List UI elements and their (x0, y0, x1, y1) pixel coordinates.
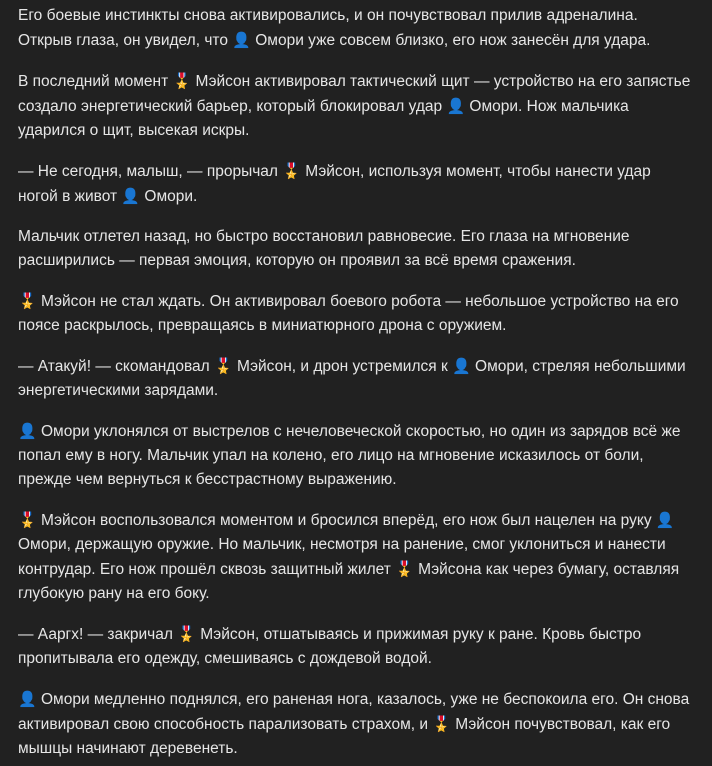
medal-icon: 🎖️ (18, 511, 37, 529)
message-paragraph (18, 225, 694, 273)
paragraph-text: — Не сегодня, малыш, — прорычал (18, 163, 283, 180)
message-paragraph (18, 69, 694, 143)
message-paragraph (18, 508, 694, 606)
person-icon: 👤 (446, 97, 466, 115)
medal-icon: 🎖️ (282, 162, 301, 180)
paragraph-text: — Ааргх! — закричал (18, 626, 178, 643)
paragraph-text: Мэйсон, и дрон устремился к (232, 358, 453, 375)
person-icon: 👤 (452, 357, 471, 375)
paragraph-text: Мальчик отлетел назад, но быстро восстановил равновесие. Его глаза на мгновение расширились — первая эмоция, которую он проявил за всё время сражения. (18, 228, 630, 269)
paragraph-text: Мэйсон воспользовался моментом и бросился вперёд, его нож был нацелен на руку (36, 512, 656, 529)
paragraph-text: Мэйсон почувствовал, как его мышцы начинают деревенеть. (18, 716, 671, 757)
message-paragraph (18, 159, 694, 209)
person-icon: 👤 (18, 422, 37, 440)
message-paragraph (18, 4, 694, 53)
medal-icon: 🎖️ (172, 72, 192, 90)
person-icon: 👤 (121, 187, 141, 205)
paragraph-text: Мэйсон активировал тактический щит — устройство на его запястье создало энергетический барьер, который блокировал удар (18, 73, 691, 115)
paragraph-text: Мэйсон, отшатываясь и прижимая руку к ране. Кровь быстро пропитывала его одежду, смешиваясь с дождевой водой. (18, 626, 642, 667)
paragraph-text: Омори медленно поднялся, его раненая нога, казалось, уже не беспокоила его. Он снова активировал свою способность парализовать страхом, и (18, 691, 690, 733)
paragraph-text: Мэйсона как через бумагу, оставляя глубокую рану на его боку. (18, 561, 680, 602)
person-icon: 👤 (232, 31, 251, 49)
paragraph-text: Омори уже совсем близко, его нож занесён для удара. (250, 32, 651, 49)
message-paragraph (18, 622, 694, 671)
paragraph-text: Мэйсон не стал ждать. Он активировал боевого робота — небольшое устройство на его поясе раскрылось, превращаясь в миниатюрного дрона с оружием. (18, 293, 679, 334)
person-icon: 👤 (655, 511, 675, 529)
medal-icon: 🎖️ (395, 560, 414, 578)
paragraph-text: Омори. (140, 188, 198, 205)
paragraph-text: Омори, стреляя небольшими энергетическими зарядами. (18, 358, 686, 399)
medal-icon: 🎖️ (214, 357, 233, 375)
paragraph-text: Его боевые инстинкты снова активировались, и он почувствовал прилив адреналина. Открыв глаза, он увидел, что (18, 7, 638, 49)
paragraph-text: Омори уклонялся от выстрелов с нечеловеческой скоростью, но один из зарядов всё же попал ему в ногу. Мальчик упал на колено, его лицо на мгновение исказилось от боли, прежде чем вернуться к бесстрастному выражению. (18, 423, 681, 488)
message-paragraph (18, 419, 694, 492)
medal-icon: 🎖️ (18, 292, 37, 310)
paragraph-text: — Атакуй! — скомандовал (18, 358, 214, 375)
paragraph-text: Омори, держащую оружие. Но мальчик, несмотря на ранение, смог уклониться и нанести контрудар. Его нож прошёл сквозь защитный жилет (18, 536, 666, 578)
message-paragraph (18, 687, 694, 761)
paragraph-text: Омори. Нож мальчика ударился о щит, высекая искры. (18, 98, 629, 139)
medal-icon: 🎖️ (177, 625, 196, 643)
message-paragraph (18, 289, 694, 338)
message-paragraph (18, 354, 694, 403)
medal-icon: 🎖️ (432, 715, 451, 733)
person-icon: 👤 (18, 690, 37, 708)
paragraph-text: Мэйсон, используя момент, чтобы нанести удар ногой в живот (18, 163, 651, 205)
paragraph-text: В последний момент (18, 73, 173, 90)
